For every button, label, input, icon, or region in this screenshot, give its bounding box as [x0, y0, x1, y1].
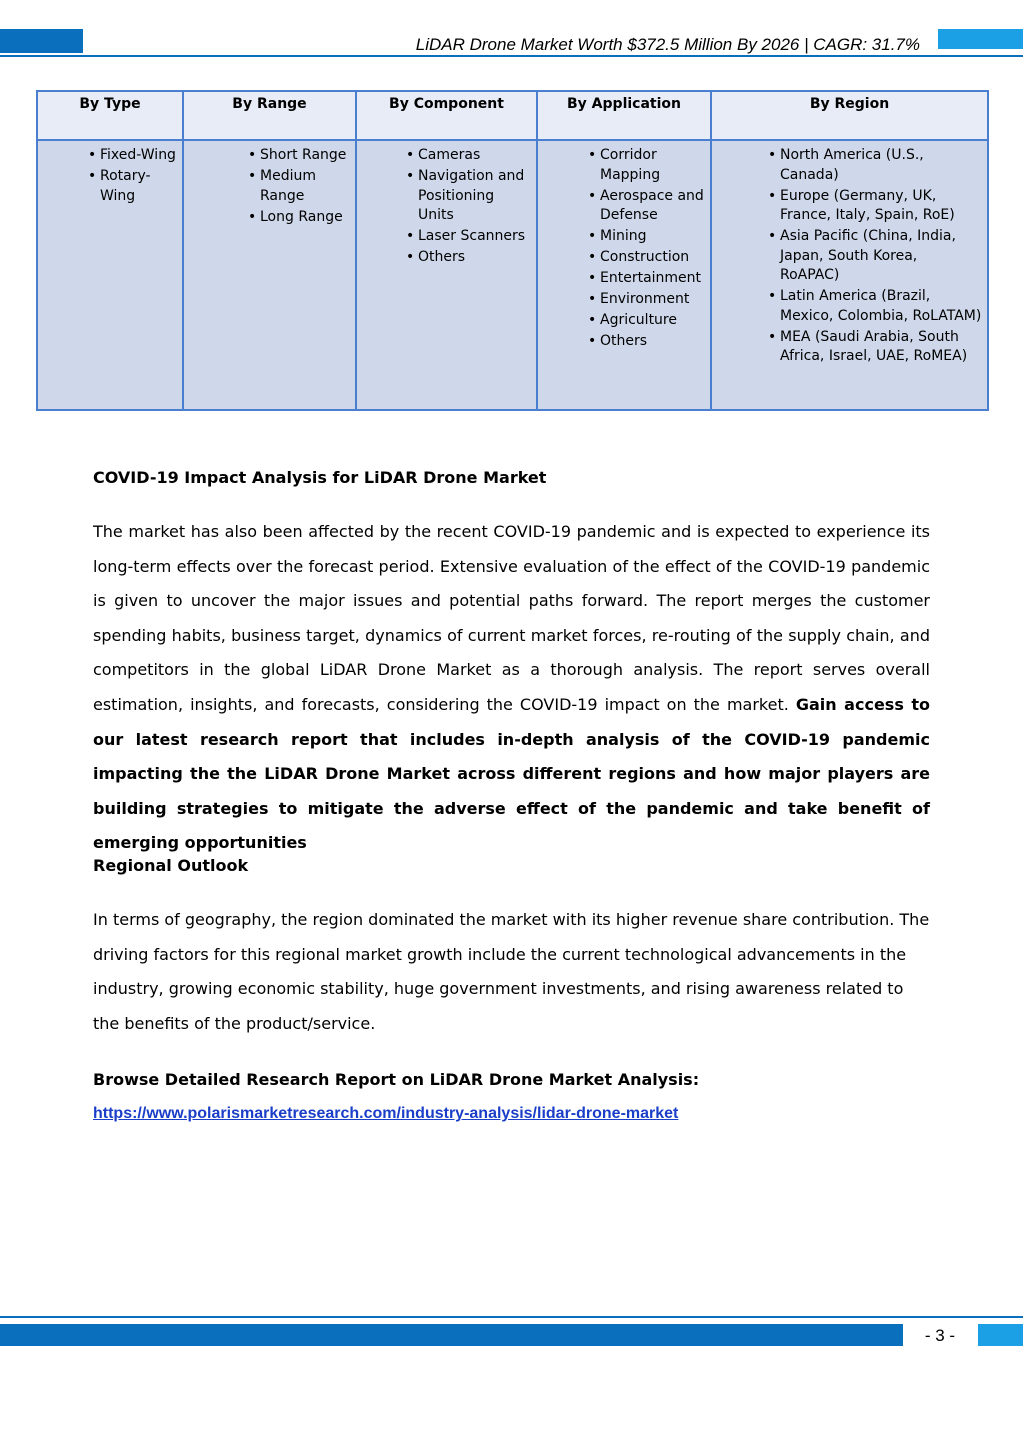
- footer-bar: [0, 1324, 903, 1346]
- list-item: • MEA (Saudi Arabia, South Africa, Israel, UAE, RoMEA): [768, 328, 968, 364]
- covid-callout: Gain access to our latest research report that includes in-depth analysis of the COVID-19 pandemic impacting the the LiDAR Drone Market across different regions and how major players are building strategies to mitigate the adverse effect of the pandemic and take benefit of emerging opportunities: [93, 694, 930, 853]
- regional-paragraph: In terms of geography, the region dominated the market with its higher revenue share contribution. The driving factors for this regional market growth include the current technological advancements in the industry, growing economic stability, huge government investments, and rising awareness related to the benefits of the product/service.: [93, 910, 930, 1033]
- list-item: • Environment: [588, 291, 690, 307]
- list-item: • Others: [588, 333, 648, 349]
- list-item: • Rotary-Wing: [88, 168, 151, 204]
- list-item: • Construction: [588, 249, 690, 265]
- column-heading-range: By Range: [183, 91, 356, 140]
- header-accent-right: [938, 29, 1023, 49]
- footer-accent-right: [978, 1324, 1023, 1346]
- list-item: • North America (U.S., Canada): [768, 147, 924, 183]
- segmentation-header-row: [37, 91, 988, 140]
- range-cell: [183, 140, 356, 410]
- segmentation-table: [36, 90, 989, 411]
- regional-heading: Regional Outlook: [93, 856, 249, 875]
- report-link-wrap: [93, 1103, 930, 1123]
- header-title: LiDAR Drone Market Worth $372.5 Million By 2026 | CAGR: 31.7%: [415, 35, 920, 54]
- column-heading-component: By Component: [356, 91, 537, 140]
- segmentation-body-row: [37, 140, 988, 410]
- list-item: • Others: [406, 249, 466, 265]
- list-item: • Fixed-Wing: [88, 147, 176, 163]
- list-item: • Medium Range: [248, 168, 316, 204]
- list-item: • Corridor Mapping: [588, 147, 661, 183]
- column-heading-application: By Application: [537, 91, 711, 140]
- footer-rule: [0, 1316, 1023, 1318]
- page-number: - 3 -: [924, 1326, 956, 1345]
- report-link[interactable]: https://www.polarismarketresearch.com/industry-analysis/lidar-drone-market: [93, 1105, 679, 1122]
- list-item: • Mining: [588, 228, 647, 244]
- covid-heading: COVID-19 Impact Analysis for LiDAR Drone Market: [93, 468, 547, 487]
- list-item: • Entertainment: [588, 270, 702, 286]
- list-item: • Laser Scanners: [406, 228, 526, 244]
- application-cell: [537, 140, 711, 410]
- browse-heading: Browse Detailed Research Report on LiDAR Drone Market Analysis:: [93, 1070, 700, 1089]
- list-item: • Asia Pacific (China, India, Japan, South Korea, RoAPAC): [768, 228, 956, 283]
- header-accent-left: [0, 29, 83, 53]
- list-item: • Agriculture: [588, 312, 677, 328]
- list-item: • Europe (Germany, UK, France, Italy, Spain, RoE): [768, 187, 955, 223]
- type-cell: [37, 140, 183, 410]
- covid-paragraph: [93, 515, 930, 861]
- header-rule: [0, 55, 1023, 57]
- component-cell: [356, 140, 537, 410]
- list-item: • Short Range: [248, 147, 347, 163]
- region-cell: [711, 140, 988, 410]
- column-heading-type: By Type: [37, 91, 183, 140]
- list-item: • Long Range: [248, 208, 343, 225]
- list-item: • Latin America (Brazil, Mexico, Colombia, RoLATAM): [768, 288, 982, 324]
- list-item: • Aerospace and Defense: [588, 187, 704, 223]
- list-item: • Navigation and Positioning Units: [406, 168, 525, 223]
- covid-body: The market has also been affected by the recent COVID-19 pandemic and is expected to experience its long-term effects over the forecast period. Extensive evaluation of the effect of the COVID-19 pandemic is given to uncover the major issues and potential paths forward. The report merges the customer spending habits, business target, dynamics of current market forces, re-routing of the supply chain, and competitors in the global LiDAR Drone Market as a thorough analysis. The report serves overall estimation, insights, and forecasts, considering the COVID-19 impact on the market.: [93, 522, 930, 714]
- list-item: • Cameras: [406, 147, 481, 163]
- column-heading-region: By Region: [711, 91, 988, 140]
